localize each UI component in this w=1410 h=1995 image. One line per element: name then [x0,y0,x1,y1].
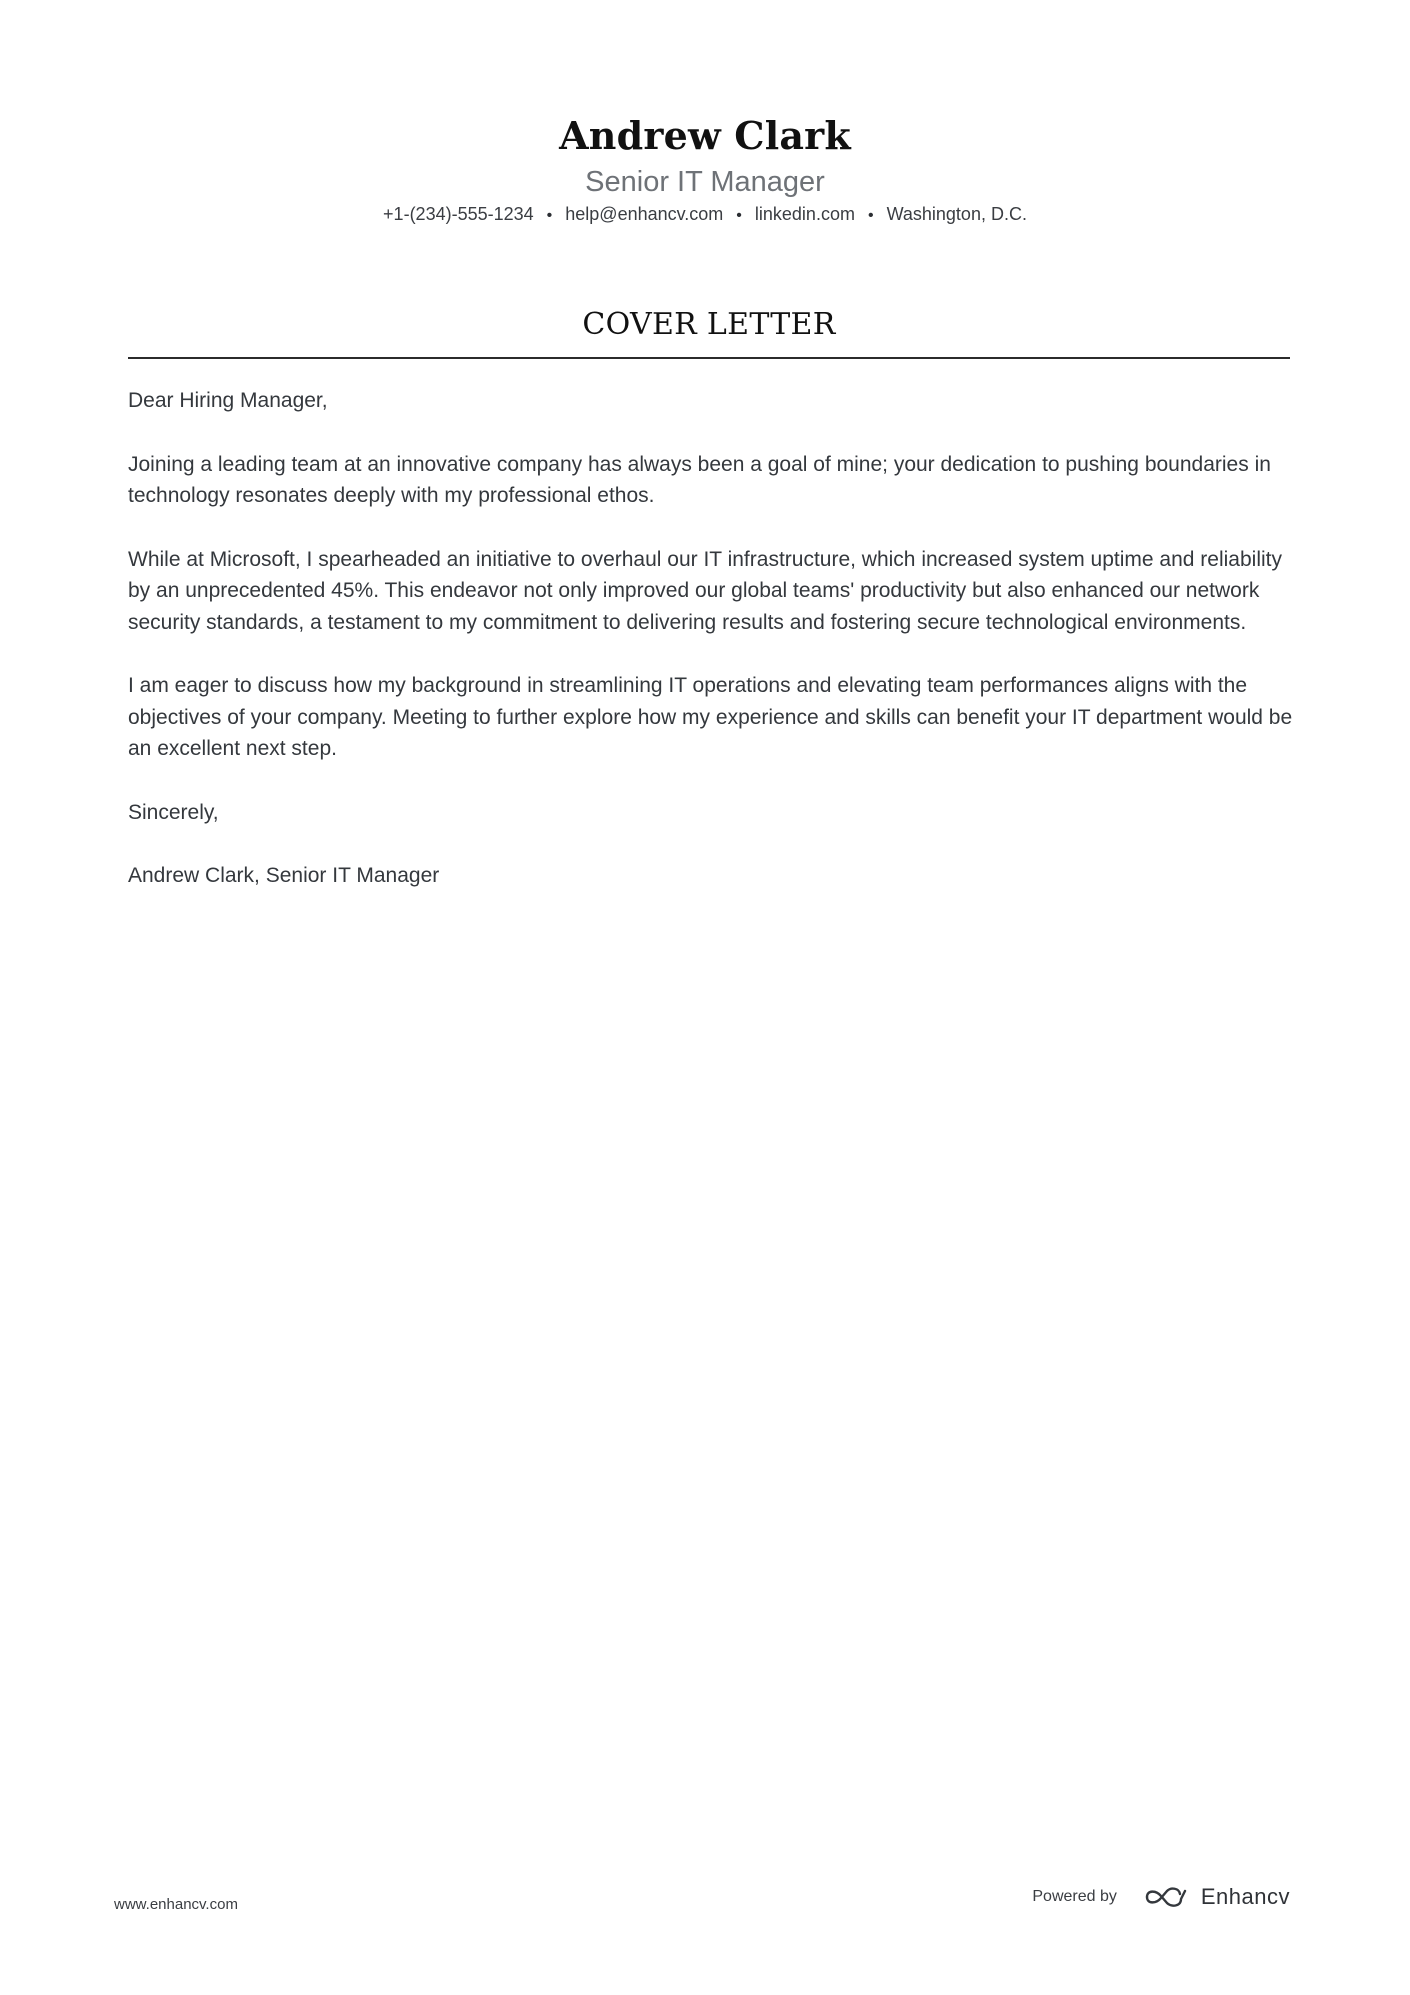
letter-body [128,385,1298,924]
letter-closing: Sincerely, [128,800,219,824]
contact-separator: • [546,207,553,224]
section-divider [128,357,1290,359]
letter-signature: Andrew Clark, Senior IT Manager [128,864,440,887]
footer-branding[interactable] [1032,1884,1290,1910]
brand-name: Enhancv [1200,1884,1290,1909]
letter-paragraph: I am eager to discuss how my background in streamlining IT operations and elevating team performances aligns with the objectives of your company. Meeting to further explore how my experience and skills can benefit your IT department would be an excellent next step. [128,674,1293,760]
powered-by-label: Powered by [1032,1888,1117,1905]
contact-phone: +1-(234)-555-1234 [383,204,534,224]
letter-paragraph: Joining a leading team at an innovative company has always been a goal of mine; your dedication to pushing boundaries in technology resonates deeply with my professional ethos. [128,452,1271,507]
contact-linkedin[interactable]: linkedin.com [754,204,855,224]
footer-website[interactable]: www.enhancv.com [114,1896,238,1913]
contact-location: Washington, D.C. [886,204,1027,224]
resume-header [0,112,1410,228]
contact-email[interactable]: help@enhancv.com [565,204,724,224]
letter-greeting: Dear Hiring Manager, [128,389,328,412]
contact-separator: • [867,207,874,224]
candidate-title: Senior IT Manager [585,166,825,198]
section-title: COVER LETTER [582,307,836,342]
contact-separator: • [736,207,742,224]
infinity-logo-icon [1143,1885,1189,1909]
letter-paragraph: While at Microsoft, I spearheaded an initiative to overhaul our IT infrastructure, which increased system uptime and reliability by an unprecedented 45%. This endeavor not only improved our global teams' productivity but also enhanced our network security standards, a testament to my commitment to delivering results and fostering secure technological environments. [128,547,1282,634]
candidate-name: Andrew Clark [559,113,851,158]
contact-line [0,202,1410,228]
